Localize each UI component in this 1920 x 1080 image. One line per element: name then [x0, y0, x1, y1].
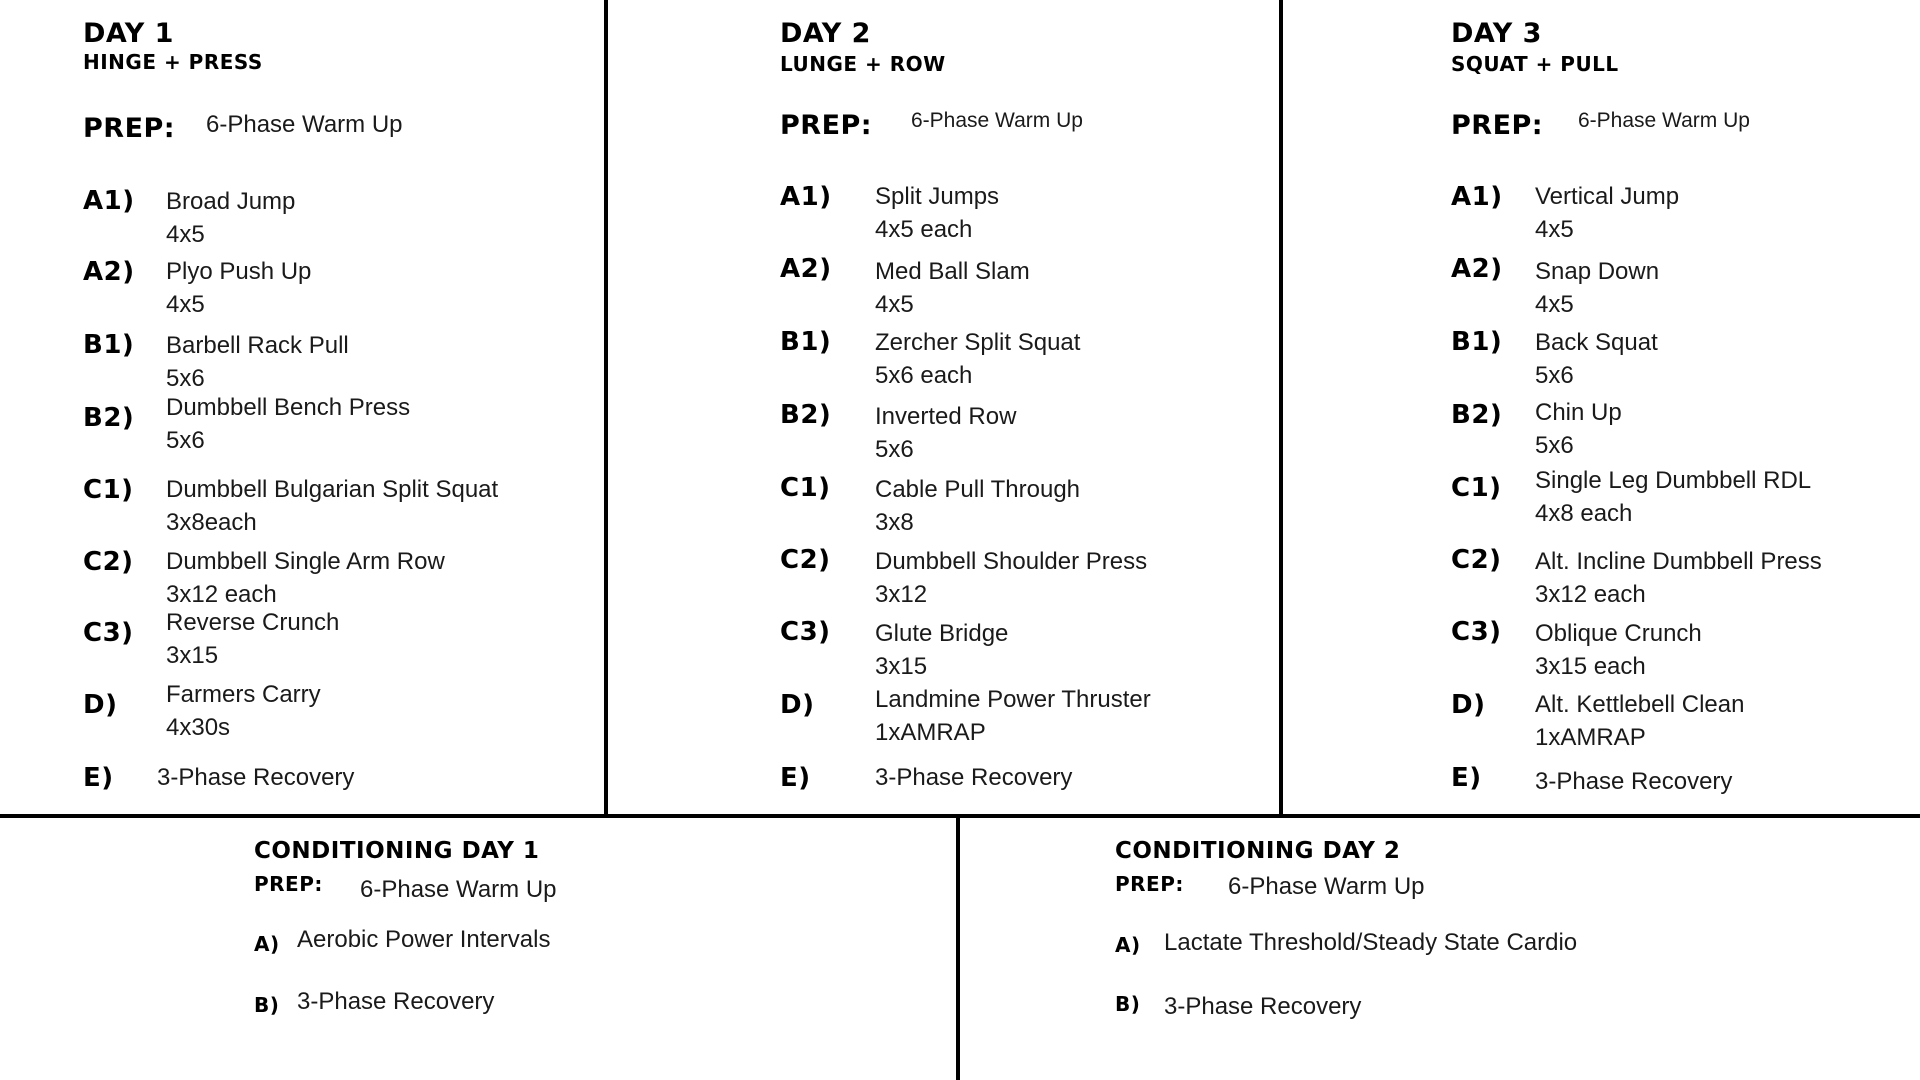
item-label-b: B): [254, 993, 280, 1017]
prep-label: PREP:: [83, 113, 176, 144]
item-label-b2: B2): [780, 400, 832, 430]
exercise-recovery: 3-Phase Recovery: [1535, 768, 1733, 795]
day-title: DAY 1: [83, 18, 174, 49]
exercise-name: Zercher Split Squat: [875, 329, 1081, 356]
exercise-shoulder-press: [875, 545, 1147, 611]
item-label-e: E): [1451, 763, 1482, 793]
exercise-back-squat: [1535, 326, 1658, 392]
exercise-detail: 4x5: [1535, 216, 1574, 243]
exercise-cable-pull-through: [875, 473, 1080, 539]
exercise-detail: 5x6: [166, 365, 205, 392]
item-label-a1: A1): [1451, 182, 1503, 212]
exercise-single-leg-rdl: [1535, 464, 1811, 530]
exercise-name: Barbell Rack Pull: [166, 332, 349, 359]
exercise-med-ball-slam: [875, 255, 1030, 321]
prep-value: 6-Phase Warm Up: [360, 876, 557, 903]
exercise-detail: 1xAMRAP: [875, 719, 986, 746]
conditioning-item: 3-Phase Recovery: [1164, 993, 1362, 1020]
prep-value: 6-Phase Warm Up: [1578, 109, 1750, 132]
exercise-detail: 3x8each: [166, 509, 257, 536]
exercise-name: Inverted Row: [875, 403, 1017, 430]
exercise-name: Plyo Push Up: [166, 258, 312, 285]
exercise-snap-down: [1535, 255, 1659, 321]
item-label-c2: C2): [83, 547, 134, 577]
exercise-detail: 4x8 each: [1535, 500, 1633, 527]
conditioning-title: CONDITIONING DAY 2: [1115, 838, 1401, 864]
exercise-name: Snap Down: [1535, 258, 1660, 285]
item-label-b1: B1): [83, 330, 135, 360]
item-label-c3: C3): [780, 617, 831, 647]
exercise-inverted-row: [875, 400, 1016, 466]
item-label-d: D): [1451, 690, 1486, 720]
exercise-detail: 5x6: [1535, 432, 1574, 459]
conditioning-item: Lactate Threshold/Steady State Cardio: [1164, 929, 1578, 956]
item-label-b: B): [1115, 992, 1141, 1016]
exercise-detail: 5x6 each: [875, 362, 973, 389]
day-title: DAY 3: [1451, 18, 1542, 49]
exercise-name: Dumbbell Bench Press: [166, 394, 411, 421]
prep-value: 6-Phase Warm Up: [206, 111, 403, 138]
exercise-name: Vertical Jump: [1535, 183, 1680, 210]
item-label-a2: A2): [780, 254, 832, 284]
prep-label: PREP:: [1115, 872, 1184, 896]
exercise-name: Farmers Carry: [166, 681, 321, 708]
divider-horizontal: [0, 814, 1920, 818]
exercise-landmine-thruster: [875, 683, 1151, 749]
item-label-b2: B2): [83, 403, 135, 433]
exercise-name: Chin Up: [1535, 399, 1622, 426]
exercise-split-jumps: [875, 180, 999, 246]
exercise-reverse-crunch: [166, 606, 339, 672]
item-label-a: A): [254, 932, 280, 956]
divider-vertical-bottom: [956, 814, 960, 1080]
exercise-vertical-jump: [1535, 180, 1679, 246]
exercise-zercher-split-squat: [875, 326, 1080, 392]
item-label-b2: B2): [1451, 400, 1503, 430]
exercise-bulgarian-split-squat: [166, 473, 498, 539]
item-label-a1: A1): [780, 182, 832, 212]
exercise-recovery: 3-Phase Recovery: [875, 764, 1073, 791]
exercise-name: Dumbbell Shoulder Press: [875, 548, 1148, 575]
exercise-plyo-push-up: [166, 255, 311, 321]
item-label-e: E): [780, 763, 811, 793]
exercise-name: Reverse Crunch: [166, 609, 340, 636]
item-label-a1: A1): [83, 186, 135, 216]
prep-label: PREP:: [254, 872, 323, 896]
exercise-name: Glute Bridge: [875, 620, 1009, 647]
item-label-a2: A2): [1451, 254, 1503, 284]
exercise-detail: 3x15: [875, 653, 928, 680]
exercise-detail: 3x12 each: [166, 581, 277, 608]
exercise-detail: 5x6: [166, 427, 205, 454]
divider-vertical-1: [604, 0, 608, 818]
exercise-oblique-crunch: [1535, 617, 1702, 683]
exercise-name: Cable Pull Through: [875, 476, 1081, 503]
exercise-name: Single Leg Dumbbell RDL: [1535, 467, 1812, 494]
exercise-dumbbell-bench-press: [166, 391, 410, 457]
item-label-c1: C1): [83, 475, 134, 505]
day-subtitle: LUNGE + ROW: [780, 52, 946, 76]
exercise-detail: 3x15: [166, 642, 219, 669]
day-title: DAY 2: [780, 18, 871, 49]
item-label-b1: B1): [1451, 327, 1503, 357]
exercise-detail: 3x15 each: [1535, 653, 1646, 680]
item-label-d: D): [83, 690, 118, 720]
prep-label: PREP:: [1451, 110, 1544, 141]
exercise-detail: 4x5: [1535, 291, 1574, 318]
exercise-name: Alt. Incline Dumbbell Press: [1535, 548, 1822, 575]
exercise-name: Alt. Kettlebell Clean: [1535, 691, 1745, 718]
item-label-c3: C3): [1451, 617, 1502, 647]
item-label-c2: C2): [780, 545, 831, 575]
item-label-a2: A2): [83, 257, 135, 287]
exercise-name: Oblique Crunch: [1535, 620, 1702, 647]
exercise-detail: 5x6: [1535, 362, 1574, 389]
exercise-broad-jump: [166, 185, 295, 251]
exercise-detail: 5x6: [875, 436, 914, 463]
item-label-c3: C3): [83, 618, 134, 648]
conditioning-item: 3-Phase Recovery: [297, 988, 495, 1015]
exercise-name: Split Jumps: [875, 183, 1000, 210]
exercise-name: Dumbbell Bulgarian Split Squat: [166, 476, 499, 503]
prep-value: 6-Phase Warm Up: [911, 109, 1083, 132]
exercise-single-arm-row: [166, 545, 445, 611]
exercise-incline-press: [1535, 545, 1822, 611]
exercise-detail: 1xAMRAP: [1535, 724, 1646, 751]
exercise-detail: 3x12: [875, 581, 928, 608]
exercise-detail: 4x5 each: [875, 216, 973, 243]
exercise-detail: 3x8: [875, 509, 914, 536]
exercise-detail: 4x5: [166, 291, 205, 318]
exercise-name: Med Ball Slam: [875, 258, 1030, 285]
item-label-b1: B1): [780, 327, 832, 357]
exercise-name: Back Squat: [1535, 329, 1658, 356]
exercise-detail: 4x5: [875, 291, 914, 318]
conditioning-item: Aerobic Power Intervals: [297, 926, 551, 953]
prep-label: PREP:: [780, 110, 873, 141]
item-label-c1: C1): [780, 473, 831, 503]
day-subtitle: SQUAT + PULL: [1451, 52, 1619, 76]
divider-vertical-2: [1279, 0, 1283, 818]
exercise-detail: 4x30s: [166, 714, 231, 741]
item-label-c1: C1): [1451, 473, 1502, 503]
exercise-name: Broad Jump: [166, 188, 296, 215]
day-subtitle: HINGE + PRESS: [83, 50, 263, 74]
exercise-name: Landmine Power Thruster: [875, 686, 1151, 713]
item-label-d: D): [780, 690, 815, 720]
exercise-recovery: 3-Phase Recovery: [157, 764, 355, 791]
prep-value: 6-Phase Warm Up: [1228, 873, 1425, 900]
conditioning-title: CONDITIONING DAY 1: [254, 838, 540, 864]
item-label-e: E): [83, 763, 114, 793]
exercise-farmers-carry: [166, 678, 321, 744]
item-label-a: A): [1115, 933, 1141, 957]
item-label-c2: C2): [1451, 545, 1502, 575]
exercise-detail: 4x5: [166, 221, 205, 248]
exercise-name: Dumbbell Single Arm Row: [166, 548, 445, 575]
exercise-glute-bridge: [875, 617, 1008, 683]
exercise-kettlebell-clean: [1535, 688, 1744, 754]
exercise-chin-up: [1535, 396, 1622, 462]
exercise-detail: 3x12 each: [1535, 581, 1646, 608]
exercise-barbell-rack-pull: [166, 329, 349, 395]
